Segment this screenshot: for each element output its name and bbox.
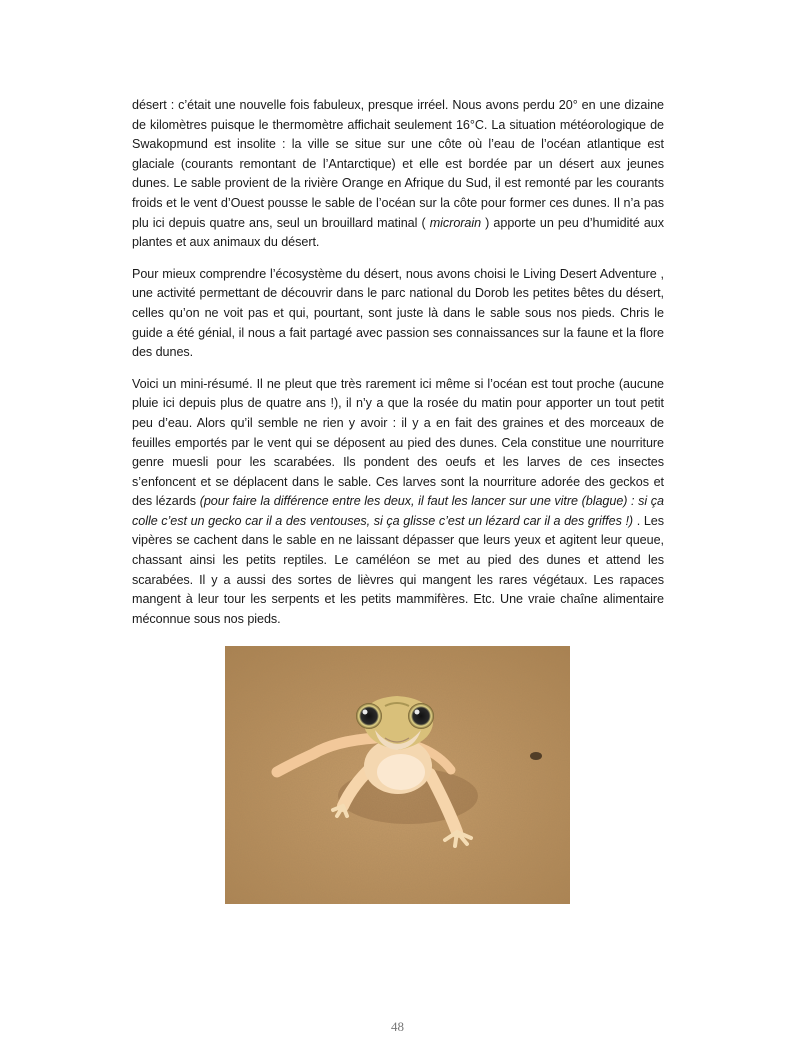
gecko-left-eye-highlight: [363, 710, 368, 715]
gecko-right-eye: [408, 703, 434, 729]
paragraph-1-italic: microrain: [429, 215, 482, 230]
gecko-left-eye: [356, 703, 382, 729]
gecko-right-eye-highlight: [415, 710, 420, 715]
paragraph-1-text-end: ) apporte un peu d’humidité aux plantes et aux animaux du désert.: [132, 215, 665, 250]
article-body: [132, 96, 664, 641]
paragraph-1-text-start: désert : c’était une nouvelle fois fabuleux, presque irréel. Nous avons perdu 20° en une dizaine de kilomètres puisque le thermomètre affichait seulement 16°C. La situation météorologique de Swakopmund est insolite : la ville se situe sur une côte où l’eau de l’océan atlantique est glaciale (courants remontant de l’Antarctique) et elle est bordée par un désert aux jeunes dunes. Le sable provient de la rivière Orange en Afrique du Sud, il est remonté par les courants froids et le vent d’Ouest pousse le sable de l’océan sur la côte pour former ces dunes. Il n’a pas plu ici depuis quatre ans, seul un brouillard matinal (: [132, 98, 664, 230]
gecko-belly: [377, 754, 425, 790]
paragraph-1: [132, 96, 664, 253]
gecko-photo: [225, 646, 570, 904]
gecko-illustration: [225, 646, 570, 904]
page-number: 48: [391, 1019, 404, 1034]
paragraph-3-text-end: . Les vipères se cachent dans le sable en ne laissant dépasser que leurs yeux et agitent leur queue, chassant ainsi les petits reptiles. Le caméléon se met au pied des dunes et attend les scarabées. Il y a aussi des sortes de lièvres qui mangent les rares végétaux. Les rapaces mangent à leur tour les serpents et les petits mammifères. Etc. Une vraie chaîne alimentaire méconnue sous nos pieds.: [132, 513, 664, 626]
paragraph-3-italic: (pour faire la différence entre les deux, il faut les lancer sur une vitre (blague) : si ça colle c’est un gecko car il a des ventouses, si ça glisse c’est un lézard car il a des griffes !): [132, 494, 664, 528]
paragraph-3: [132, 375, 664, 630]
paragraph-2: Pour mieux comprendre l’écosystème du désert, nous avons choisi le Living Desert Adventure , une activité permettant de découvrir dans le parc national du Dorob les petites bêtes du désert, celles qu’on ne voit pas et qui, pourtant, sont juste là dans le sable sous nos pieds. Chris le guide a été génial, il nous a fait partagé avec passion ses connaissances sur la faune et la flore des dunes.: [132, 266, 664, 360]
paragraph-3-text-start: Voici un mini-résumé. Il ne pleut que très rarement ici même si l’océan est tout proche (aucune pluie ici depuis plus de quatre ans !), il n’y a que la rosée du matin pour apporter un tout petit peu d’eau. Alors qu’il semble ne rien y avoir : il y a en fait des graines et des morceaux de feuilles emportés par le vent qui se déposent au pied des dunes. Cela constitue une nourriture genre muesli pour les scarabées. Ils pondent des oeufs et les larves de ces insectes s’enfoncent et se déplacent dans le sable. Ces larves sont la nourriture adorée des geckos et des lézards: [132, 376, 664, 509]
pebble: [530, 752, 542, 760]
